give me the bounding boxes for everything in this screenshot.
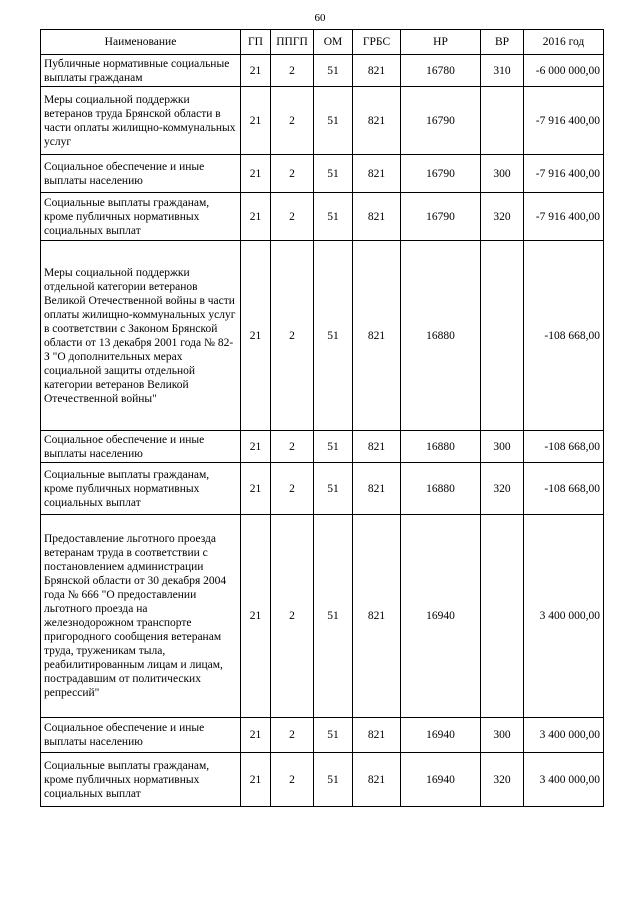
header-vr: ВР (481, 30, 524, 55)
header-grbs: ГРБС (353, 30, 401, 55)
row-om: 51 (314, 431, 353, 463)
row-om: 51 (314, 241, 353, 431)
row-ppgp: 2 (271, 431, 314, 463)
budget-table (40, 29, 604, 807)
row-om: 51 (314, 718, 353, 753)
row-vr: 320 (481, 193, 524, 241)
row-name: Предоставление льготного проезда ветеранам труда в соответствии с постановлением администрации Брянской области от 30 декабря 2004 года № 666 "О предоставлении льготного проезда на железнодорожном транспорте пригородного сообщения ветеранам труда, труженикам тыла, реабилитированным лицам и лицам, пострадавшим от политических репрессий" (41, 515, 241, 718)
row-grbs: 821 (353, 241, 401, 431)
row-grbs: 821 (353, 193, 401, 241)
row-nr: 16940 (401, 753, 481, 807)
header-gp: ГП (241, 30, 271, 55)
row-vr: 300 (481, 155, 524, 193)
row-ppgp: 2 (271, 718, 314, 753)
row-nr: 16880 (401, 431, 481, 463)
row-name: Социальные выплаты гражданам, кроме публичных нормативных социальных выплат (41, 193, 241, 241)
header-nr: НР (401, 30, 481, 55)
row-gp: 21 (241, 87, 271, 155)
row-gp: 21 (241, 55, 271, 87)
row-nr: 16880 (401, 463, 481, 515)
row-amount: 3 400 000,00 (524, 515, 604, 718)
page-number: 60 (314, 12, 326, 24)
row-vr (481, 515, 524, 718)
table-row (41, 193, 604, 241)
row-ppgp: 2 (271, 515, 314, 718)
row-vr: 300 (481, 431, 524, 463)
row-gp: 21 (241, 753, 271, 807)
row-gp: 21 (241, 155, 271, 193)
row-name: Социальные выплаты гражданам, кроме публичных нормативных социальных выплат (41, 753, 241, 807)
row-nr: 16780 (401, 55, 481, 87)
row-grbs: 821 (353, 87, 401, 155)
row-grbs: 821 (353, 753, 401, 807)
row-grbs: 821 (353, 155, 401, 193)
table-row (41, 431, 604, 463)
row-gp: 21 (241, 463, 271, 515)
row-vr: 320 (481, 753, 524, 807)
row-grbs: 821 (353, 55, 401, 87)
table-row (41, 87, 604, 155)
row-om: 51 (314, 515, 353, 718)
table-row (41, 515, 604, 718)
row-gp: 21 (241, 718, 271, 753)
row-amount: -108 668,00 (524, 463, 604, 515)
row-om: 51 (314, 55, 353, 87)
table-row (41, 463, 604, 515)
row-nr: 16880 (401, 241, 481, 431)
row-ppgp: 2 (271, 241, 314, 431)
table-row (41, 155, 604, 193)
row-name: Социальное обеспечение и иные выплаты населению (41, 155, 241, 193)
row-ppgp: 2 (271, 55, 314, 87)
row-ppgp: 2 (271, 753, 314, 807)
header-row (41, 30, 604, 55)
header-name: Наименование (41, 30, 241, 55)
row-om: 51 (314, 753, 353, 807)
row-vr: 310 (481, 55, 524, 87)
row-grbs: 821 (353, 463, 401, 515)
row-amount: -7 916 400,00 (524, 87, 604, 155)
row-nr: 16790 (401, 87, 481, 155)
row-ppgp: 2 (271, 193, 314, 241)
row-nr: 16790 (401, 193, 481, 241)
row-vr: 320 (481, 463, 524, 515)
row-amount: 3 400 000,00 (524, 753, 604, 807)
row-name: Социальные выплаты гражданам, кроме публичных нормативных социальных выплат (41, 463, 241, 515)
header-ppgp: ППГП (271, 30, 314, 55)
row-nr: 16940 (401, 718, 481, 753)
row-vr: 300 (481, 718, 524, 753)
row-amount: -6 000 000,00 (524, 55, 604, 87)
row-nr: 16790 (401, 155, 481, 193)
row-gp: 21 (241, 515, 271, 718)
table-row (41, 241, 604, 431)
row-gp: 21 (241, 193, 271, 241)
row-ppgp: 2 (271, 87, 314, 155)
row-grbs: 821 (353, 718, 401, 753)
table-row (41, 718, 604, 753)
header-year: 2016 год (524, 30, 604, 55)
row-amount: -108 668,00 (524, 241, 604, 431)
row-gp: 21 (241, 241, 271, 431)
row-amount: -108 668,00 (524, 431, 604, 463)
table-row (41, 55, 604, 87)
row-om: 51 (314, 463, 353, 515)
row-nr: 16940 (401, 515, 481, 718)
header-om: ОМ (314, 30, 353, 55)
row-amount: 3 400 000,00 (524, 718, 604, 753)
row-name: Публичные нормативные социальные выплаты гражданам (41, 55, 241, 87)
row-grbs: 821 (353, 431, 401, 463)
row-name: Меры социальной поддержки ветеранов труда Брянской области в части оплаты жилищно-коммунальных услуг (41, 87, 241, 155)
row-amount: -7 916 400,00 (524, 155, 604, 193)
row-ppgp: 2 (271, 155, 314, 193)
row-name: Социальное обеспечение и иные выплаты населению (41, 718, 241, 753)
row-ppgp: 2 (271, 463, 314, 515)
row-vr (481, 241, 524, 431)
row-vr (481, 87, 524, 155)
row-grbs: 821 (353, 515, 401, 718)
row-amount: -7 916 400,00 (524, 193, 604, 241)
row-name: Меры социальной поддержки отдельной категории ветеранов Великой Отечественной войны в части оплаты жилищно-коммунальных услуг в соответствии с Законом Брянской области от 13 декабря 2001 года № 82-З "О дополнительных мерах социальной защиты отдельной категории ветеранов Великой Отечественной войны" (41, 241, 241, 431)
table-row (41, 753, 604, 807)
row-om: 51 (314, 87, 353, 155)
row-name: Социальное обеспечение и иные выплаты населению (41, 431, 241, 463)
row-gp: 21 (241, 431, 271, 463)
row-om: 51 (314, 193, 353, 241)
row-om: 51 (314, 155, 353, 193)
